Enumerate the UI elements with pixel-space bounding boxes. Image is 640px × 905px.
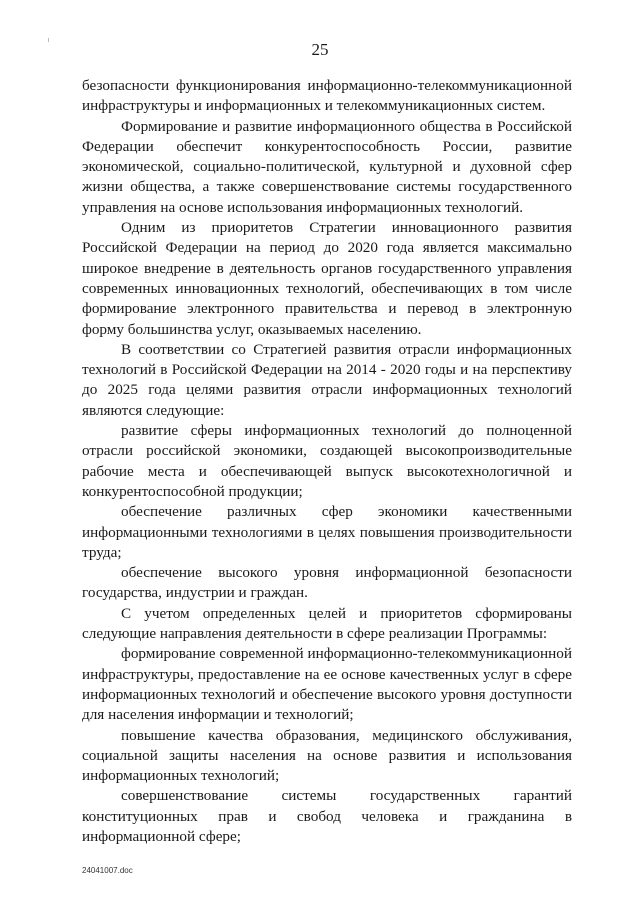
footer-filename: 24041007.doc bbox=[82, 866, 133, 875]
paragraph: Одним из приоритетов Стратегии инновационного развития Российской Федерации на период до 2020 года является максимально широкое внедрение в деятельность органов государственного управления современных инновационных технологий, обеспечивающих в том числе формирование электронного правительства и перевод в электронную форму большинства услуг, оказываемых населению. bbox=[82, 219, 572, 338]
paragraph: развитие сферы информационных технологий до полноценной отрасли российской экономики, создающей высокопроизводительные рабочие места и обеспечивающей выпуск высокотехнологичной и конкурентоспособной продукции; bbox=[82, 422, 572, 500]
paragraph: С учетом определенных целей и приоритетов сформированы следующие направления деятельности в сфере реализации Программы: bbox=[82, 604, 572, 643]
paragraph: безопасности функционирования информационно-телекоммуникационной инфраструктуры и информационных и телекоммуникационных систем. bbox=[82, 77, 572, 115]
paragraph: В соответствии со Стратегией развития отрасли информационных технологий в Российской Федерации на 2014 - 2020 годы и на перспективу до 2025 года целями развития отрасли информационных технологий являются следующие: bbox=[82, 340, 572, 419]
paragraph: совершенствование системы государственных гарантий конституционных прав и свобод человека и гражданина в информационной сфере; bbox=[82, 787, 572, 845]
paragraph: обеспечение различных сфер экономики качественными информационными технологиями в целях повышения производительности труда; bbox=[82, 503, 572, 561]
paragraph: Формирование и развитие информационного общества в Российской Федерации обеспечит конкурентоспособность России, развитие экономической, социально-политической, культурной и духовной сфер жизни общества, а также совершенствование системы государственного управления на основе использования информационных технологий. bbox=[82, 117, 572, 216]
body-text bbox=[82, 76, 572, 847]
paragraph: повышение качества образования, медицинского обслуживания, социальной защиты населения на основе развития и использования информационных технологий; bbox=[82, 726, 572, 785]
page-number: 25 bbox=[311, 40, 329, 59]
paragraph: обеспечение высокого уровня информационной безопасности государства, индустрии и граждан. bbox=[82, 564, 572, 602]
paragraph: формирование современной информационно-телекоммуникационной инфраструктуры, предоставление на ее основе качественных услуг в сфере информационных технологий и обеспечение высокого уровня доступности для населения информации и технологий; bbox=[82, 645, 572, 724]
